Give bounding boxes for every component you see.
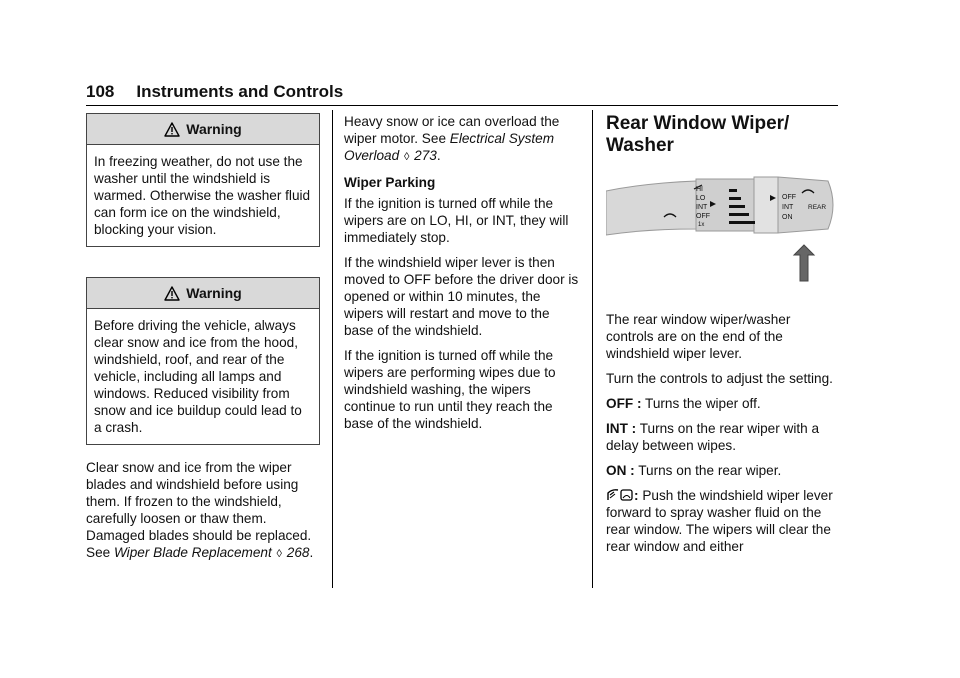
warning-box xyxy=(86,113,320,247)
warning-title: Warning xyxy=(186,121,242,137)
column-divider xyxy=(592,110,593,588)
definition-item xyxy=(606,395,838,412)
column-2 xyxy=(344,113,580,440)
column-1 xyxy=(86,113,320,571)
definition-term: : xyxy=(634,488,639,503)
column-divider xyxy=(332,110,333,588)
definition-text: Push the windshield wiper lever forward to spray washer fluid on the rear window. The wipers will clear the rear window and either xyxy=(606,488,833,554)
front-label-off: OFF xyxy=(696,213,710,220)
definition-item xyxy=(606,487,838,555)
definition-term: INT : xyxy=(606,421,637,436)
front-label-int: INT xyxy=(696,204,708,211)
warning-header xyxy=(87,114,319,145)
definition-term: OFF : xyxy=(606,396,642,411)
warning-text: In freezing weather, do not use the washer until the windshield is warmed. Otherwise the washer fluid can form ice on the windshield, blocking your vision. xyxy=(94,154,311,237)
rear-label-on: ON xyxy=(782,214,793,221)
section-title: Instruments and Controls xyxy=(136,82,344,101)
page-number: 108 xyxy=(86,82,115,101)
section-heading: Rear Window Wiper/ Washer xyxy=(606,113,790,156)
page-ref-number[interactable]: 268 xyxy=(286,545,310,560)
body-paragraph: If the windshield wiper lever is then moved to OFF before the driver door is opened or within 10 minutes, the wipers will restart and move to the base of the windshield. xyxy=(344,255,579,338)
definition-text: Turns on the rear wiper with a delay between wipes. xyxy=(606,421,820,453)
rear-label-off: OFF xyxy=(782,194,796,201)
warning-header xyxy=(87,278,319,309)
rear-label-int: INT xyxy=(782,204,794,211)
run-in-heading: Wiper Parking xyxy=(344,175,436,190)
column-3 xyxy=(606,113,838,563)
definition-text: Turns the wiper off. xyxy=(645,396,761,411)
rear-tag: REAR xyxy=(808,204,827,211)
up-arrow-icon xyxy=(794,245,814,281)
definition-item xyxy=(606,462,838,479)
front-label-1x: 1x xyxy=(698,222,705,228)
page-header xyxy=(86,82,838,106)
warning-triangle-icon xyxy=(164,122,180,137)
body-paragraph: The rear window wiper/washer controls are on the end of the windshield wiper lever. xyxy=(606,312,791,361)
wiper-lever-figure xyxy=(606,171,838,297)
definition-item xyxy=(606,420,838,454)
cross-reference-link[interactable]: Electrical System Overload xyxy=(344,131,555,163)
washer-symbol-icon xyxy=(606,488,634,502)
body-paragraph: If the ignition is turned off while the wipers are performing wipes due to windshield washing, the wipers continue to run until they reach the base of the windshield. xyxy=(344,348,556,431)
wiper-lever-illustration xyxy=(606,171,838,297)
definition-term: ON : xyxy=(606,463,635,478)
page-ref-icon: ◊ xyxy=(276,548,282,560)
front-label-hi: HI xyxy=(696,186,703,193)
definition-text: Turns on the rear wiper. xyxy=(638,463,782,478)
body-paragraph: If the ignition is turned off while the wipers are on LO, HI, or INT, they will immediately stop. xyxy=(344,196,569,245)
warning-text: Before driving the vehicle, always clear snow and ice from the hood, windshield, roof, and rear of the vehicle, including all lamps and windows. Reduced visibility from snow and ice buildup could lead to a crash. xyxy=(94,318,302,435)
page-ref-icon: ◊ xyxy=(403,151,410,163)
cross-reference-link[interactable]: Wiper Blade Replacement xyxy=(113,545,272,560)
warning-title: Warning xyxy=(186,285,242,301)
warning-box xyxy=(86,277,320,445)
body-paragraph: Heavy snow or ice can overload the wiper motor. See Electrical System Overload ◊ 273. xyxy=(344,114,560,163)
page-ref-number[interactable]: 273 xyxy=(414,148,437,163)
body-paragraph: Clear snow and ice from the wiper blades and windshield before using them. If frozen to the windshield, carefully loosen or thaw them. Damaged blades should be replaced. See Wiper Blade Replacement ◊ 268. xyxy=(86,460,314,560)
front-label-lo: LO xyxy=(696,195,706,202)
body-paragraph: Turn the controls to adjust the setting. xyxy=(606,371,833,386)
warning-triangle-icon xyxy=(164,286,180,301)
